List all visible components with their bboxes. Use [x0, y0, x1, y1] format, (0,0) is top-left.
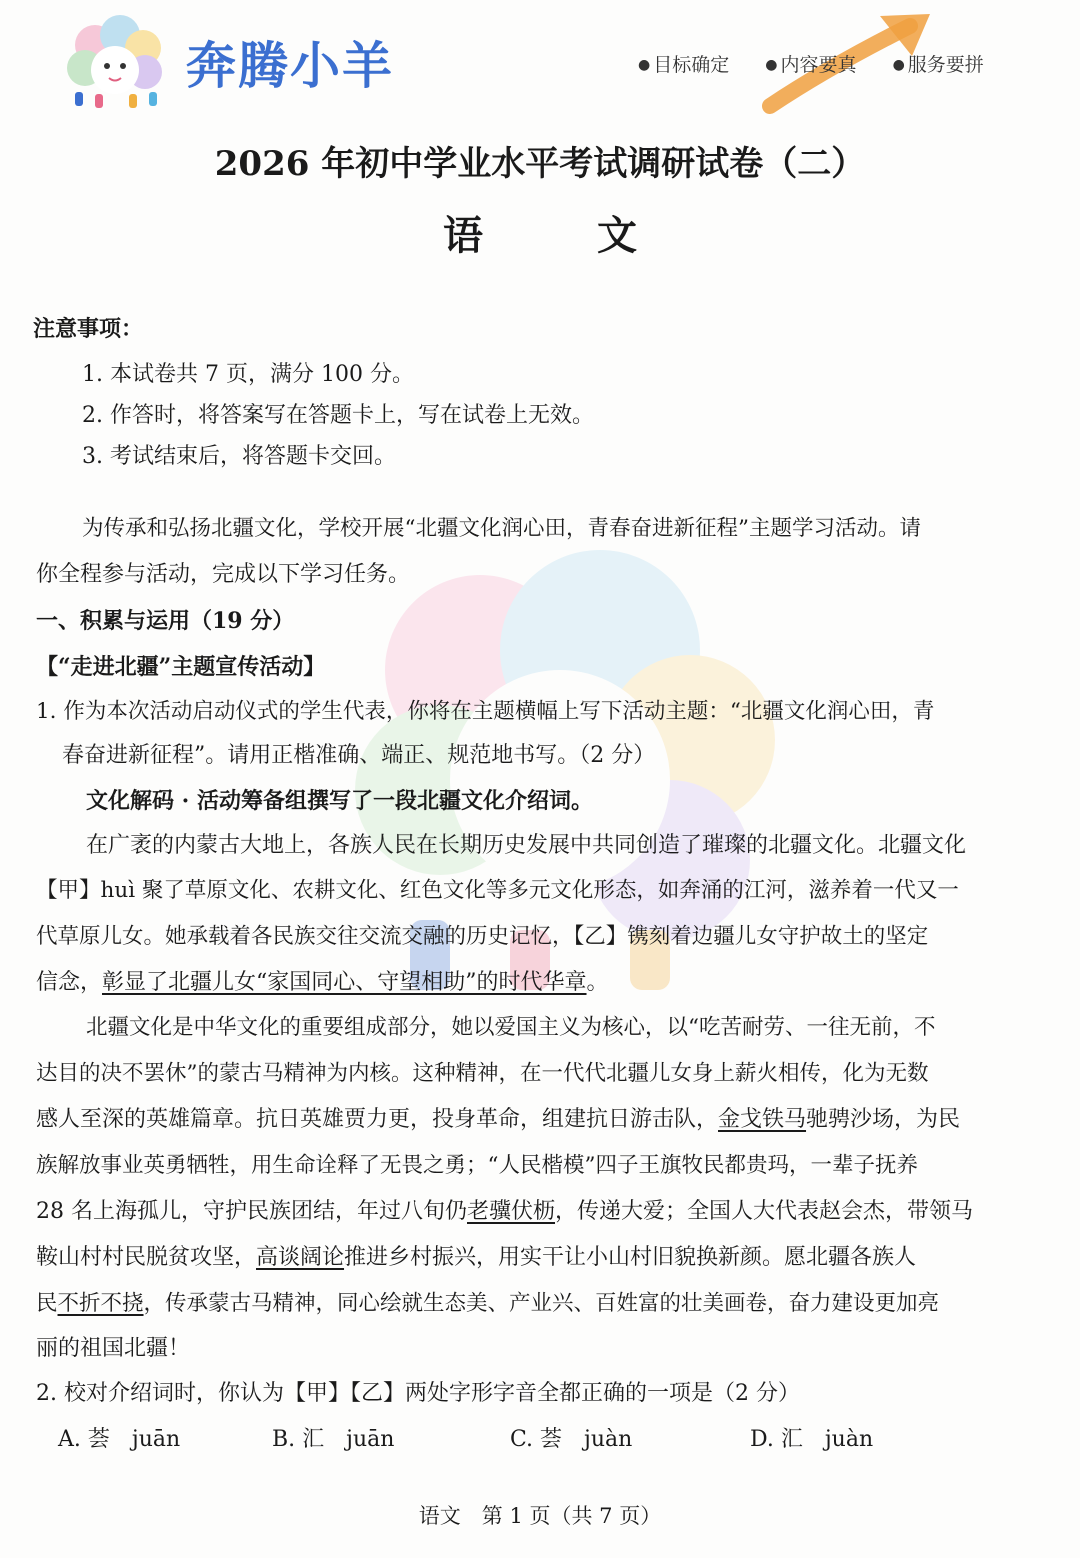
- option-d: D. 汇 juàn: [750, 1427, 874, 1452]
- passage-text: ，传递大爱；全国人大代表赵会杰，带领马: [555, 1199, 974, 1224]
- passage-text: 民: [36, 1291, 58, 1316]
- slogan-tag: ● 内容要真: [765, 54, 856, 76]
- intro-line: 为传承和弘扬北疆文化，学校开展“北疆文化润心田，青春奋进新征程”主题学习活动。请: [82, 516, 921, 541]
- notice-item: 2. 作答时，将答案写在答题卡上，写在试卷上无效。: [82, 403, 594, 428]
- passage-text: 感人至深的英雄篇章。抗日英雄贾力更，投身革命，组建抗日游击队，: [36, 1107, 719, 1132]
- sheep-logo-icon: [55, 10, 185, 110]
- passage-text: ，传承蒙古马精神，同心绘就生态美、产业兴、百姓富的壮美画卷，奋力建设更加亮: [143, 1291, 940, 1316]
- passage-line: [36, 1197, 973, 1227]
- activity-heading: 【“走进北疆”主题宣传活动】: [36, 654, 326, 680]
- option-c: C. 荟 juàn: [510, 1427, 633, 1452]
- passage-text: 驰骋沙场，为民: [806, 1107, 961, 1132]
- passage-line: 族解放事业英勇牺牲，用生命诠释了无畏之勇；“人民楷模”四子王旗牧民都贵玛，一辈子抚养: [36, 1153, 918, 1178]
- passage-line: 丽的祖国北疆！: [36, 1336, 191, 1361]
- passage-text: 。: [586, 970, 609, 995]
- passage-line: [36, 1243, 916, 1273]
- option-a: A. 荟 juān: [58, 1427, 181, 1452]
- passage-line: 代草原儿女。她承载着各民族交往交流交融的历史记忆，【乙】镌刻着边疆儿女守护故土的坚定: [36, 924, 929, 949]
- slogan-tags: [638, 50, 1014, 77]
- page-footer: 语文 第 1 页（共 7 页）: [418, 1504, 662, 1528]
- brand-name: 奔腾小羊: [186, 37, 394, 95]
- passage-text: 信念，: [36, 970, 103, 995]
- passage-line: 【甲】huì 聚了草原文化、农耕文化、红色文化等多元文化形态，如奔涌的江河，滋养着一代又一: [36, 878, 959, 903]
- slogan-tag: ● 目标确定: [638, 54, 729, 76]
- passage-line: [36, 1289, 939, 1319]
- underlined-phrase: 金戈铁马: [718, 1107, 807, 1132]
- passage-line: [36, 968, 609, 998]
- subheading: 文化解码 · 活动筹备组撰写了一段北疆文化介绍词。: [86, 788, 593, 814]
- passage-line: 达目的决不罢休”的蒙古马精神为内核。这种精神，在一代代北疆儿女身上薪火相传，化为无数: [36, 1061, 929, 1086]
- exam-title: 2026 年初中学业水平考试调研试卷（二）: [214, 144, 866, 184]
- passage-text: 推进乡村振兴，用实干让小山村旧貌换新颜。愿北疆各族人: [344, 1245, 917, 1270]
- option-b: B. 汇 juān: [272, 1427, 395, 1452]
- passage-line: [36, 1105, 960, 1135]
- passage-text: 鞍山村村民脱贫攻坚，: [36, 1245, 257, 1270]
- passage-line: 北疆文化是中华文化的重要组成部分，她以爱国主义为核心，以“吃苦耐劳、一往无前，不: [86, 1015, 936, 1040]
- slogan-tag: ● 服务要拼: [893, 54, 984, 76]
- subject-title: 语 文: [443, 212, 687, 259]
- question-2: 2. 校对介绍词时，你认为【甲】【乙】两处字形字音全都正确的一项是（2 分）: [36, 1381, 800, 1406]
- notice-item: 1. 本试卷共 7 页，满分 100 分。: [82, 362, 414, 387]
- underlined-phrase: 不折不挠: [57, 1291, 144, 1316]
- question-1-line: 1. 作为本次活动启动仪式的学生代表，你将在主题横幅上写下活动主题：“北疆文化润心田，青: [36, 699, 935, 724]
- section-heading: 一、积累与运用（19 分）: [36, 608, 295, 634]
- underlined-phrase: 彰显了北疆儿女“家国同心、守望相助”的时代华章: [102, 970, 587, 995]
- underlined-phrase: 高谈阔论: [256, 1245, 345, 1270]
- question-1-line: 春奋进新征程”。请用正楷准确、端正、规范地书写。（2 分）: [62, 743, 656, 768]
- notice-item: 3. 考试结束后，将答题卡交回。: [82, 444, 396, 469]
- passage-line: 在广袤的内蒙古大地上，各族人民在长期历史发展中共同创造了璀璨的北疆文化。北疆文化: [86, 833, 967, 858]
- passage-text: 28 名上海孤儿，守护民族团结，年过八旬仍: [36, 1199, 467, 1224]
- intro-line: 你全程参与活动，完成以下学习任务。: [36, 562, 411, 587]
- notice-heading: 注意事项：: [33, 316, 144, 342]
- underlined-phrase: 老骥伏枥: [467, 1199, 556, 1224]
